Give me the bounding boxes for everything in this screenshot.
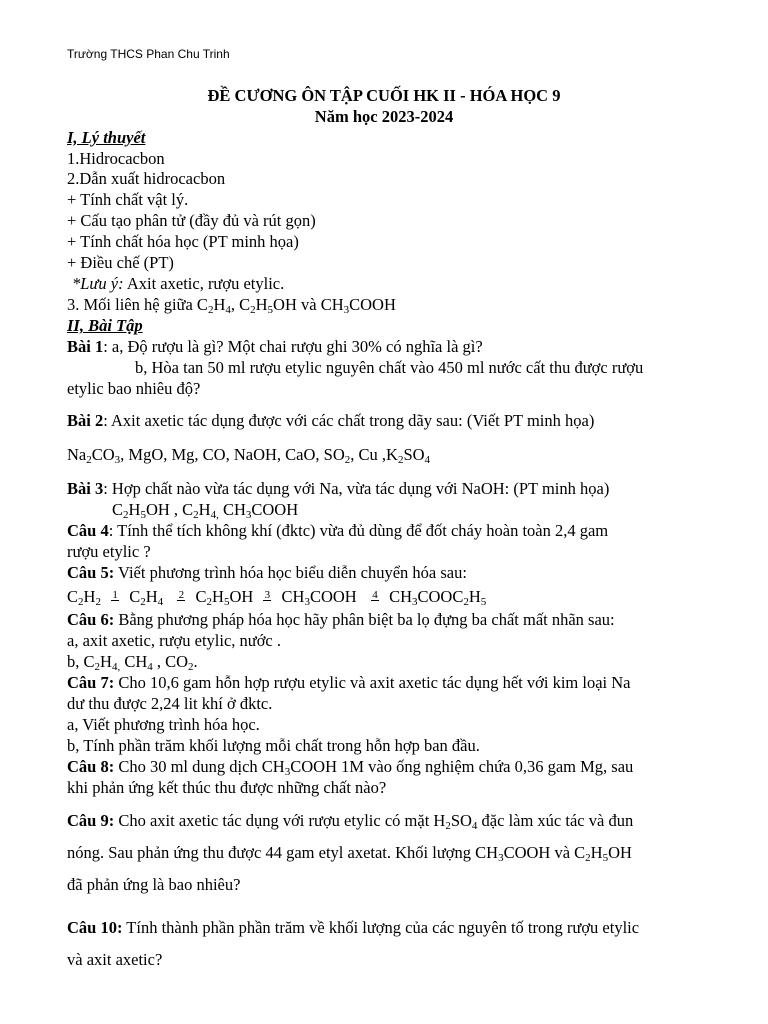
theory-item: + Cấu tạo phân tử (đầy đủ và rút gọn) [67, 211, 316, 230]
bai-1-b: b, Hòa tan 50 ml rượu etylic nguyên chất vào 450 ml nước cất thu được rượu [135, 358, 644, 377]
cau-7-b: b, Tính phần trăm khối lượng mỗi chất trong hỗn hợp ban đầu. [67, 736, 480, 755]
step-3: 3 [257, 585, 277, 605]
school-header: Trường THCS Phan Chu Trinh [67, 47, 230, 61]
theory-note [72, 274, 284, 294]
theory-item: 2.Dẫn xuất hidrocacbon [67, 169, 226, 188]
theory-item: + Tính chất hóa học (PT minh họa) [67, 232, 299, 251]
exercises-heading: II, Bài Tập [67, 316, 143, 335]
cau-9-cont: nóng. Sau phản ứng thu được 44 gam etyl axetat. Khối lượng $CH_3COOH$ và $C_2H_5OH$ [67, 843, 632, 864]
bai-1-b-cont: etylic bao nhiêu độ? [67, 379, 201, 398]
cau-7: Câu 7: Cho 10,6 gam hỗn hợp rượu etylic và axit axetic tác dụng hết với kim loại Na [67, 673, 631, 692]
bai-2-substances: $Na_2CO_3$, MgO, Mg, CO, NaOH, CaO, $SO_2$, Cu $,K_2SO_4$ [67, 445, 431, 466]
cau-9: Câu 9: Cho axit axetic tác dụng với rượu etylic có mặt $H_2SO_4$ đặc làm xúc tác và đun [67, 811, 634, 832]
theory-heading: I, Lý thuyết [67, 128, 146, 147]
theory-item-3: 3. Mối liên hệ giữa $C_2H_4$, $C_2H_5OH$ và $CH_3COOH$ [67, 295, 396, 316]
cau-4-cont: rượu etylic ? [67, 542, 151, 561]
cau-10: Câu 10: Tính thành phần phần trăm về khối lượng của các nguyên tố trong rượu etylic [67, 918, 640, 937]
step-2: 2 [171, 585, 191, 605]
bai-2: Bài 2: Axit axetic tác dụng được với các chất trong dãy sau: (Viết PT minh họa) [67, 411, 595, 430]
school-year: Năm học 2023-2024 [314, 107, 454, 126]
theory-item: 1.Hidrocacbon [67, 149, 165, 168]
cau-6-b: b, $C_2H_{4,}$ $CH_4$ , $CO_2$. [67, 652, 198, 673]
bai-1: Bài 1: a, Độ rượu là gì? Một chai rượu ghi 30% có nghĩa là gì? [67, 337, 483, 356]
cau-6-a: a, axit axetic, rượu etylic, nước . [67, 631, 282, 650]
step-1: 1 [105, 585, 125, 605]
bai-3-compounds: $C_2H_5OH$ , $C_2H_{4,}$ $CH_3COOH$ [112, 500, 299, 521]
cau-4: Câu 4: Tính thể tích không khí (đktc) vừa đủ dùng để đốt cháy hoàn toàn 2,4 gam [67, 521, 609, 540]
cau-8: Câu 8: Cho 30 ml dung dịch $CH_3COOH$ 1M vào ống nghiệm chứa 0,36 gam Mg, sau [67, 757, 634, 778]
note-text: Axit axetic, rượu etylic. [123, 274, 285, 293]
cau-8-cont: khi phản ứng kết thúc thu được những chất nào? [67, 778, 387, 797]
theory-item: + Điều chế (PT) [67, 253, 174, 272]
step-4: 4 [365, 585, 385, 605]
cau-10-cont: và axit axetic? [67, 950, 163, 969]
cau-9-cont-2: đã phản ứng là bao nhiêu? [67, 875, 241, 894]
cau-7-a: a, Viết phương trình hóa học. [67, 715, 260, 734]
theory-item: + Tính chất vật lý. [67, 190, 189, 209]
bai-3: Bài 3: Hợp chất nào vừa tác dụng với Na, vừa tác dụng với NaOH: (PT minh họa) [67, 479, 610, 498]
note-label: *Lưu ý: [72, 274, 124, 293]
cau-6: Câu 6: Bằng phương pháp hóa học hãy phân biệt ba lọ đựng ba chất mất nhãn sau: [67, 610, 615, 629]
document-title: ĐỀ CƯƠNG ÔN TẬP CUỐI HK II - HÓA HỌC 9 [207, 86, 561, 105]
cau-5: Câu 5: Viết phương trình hóa học biểu diễn chuyển hóa sau: [67, 563, 467, 582]
cau-5-chain: $C_2H_2$ 1 $C_2H_4$ 2 $C_2H_5OH$ 3 $CH_3COOH$ 4 $CH_3COOC_2H_5$ [67, 587, 487, 608]
cau-7-cont: dư thu được 2,24 lit khí ở đktc. [67, 694, 273, 713]
